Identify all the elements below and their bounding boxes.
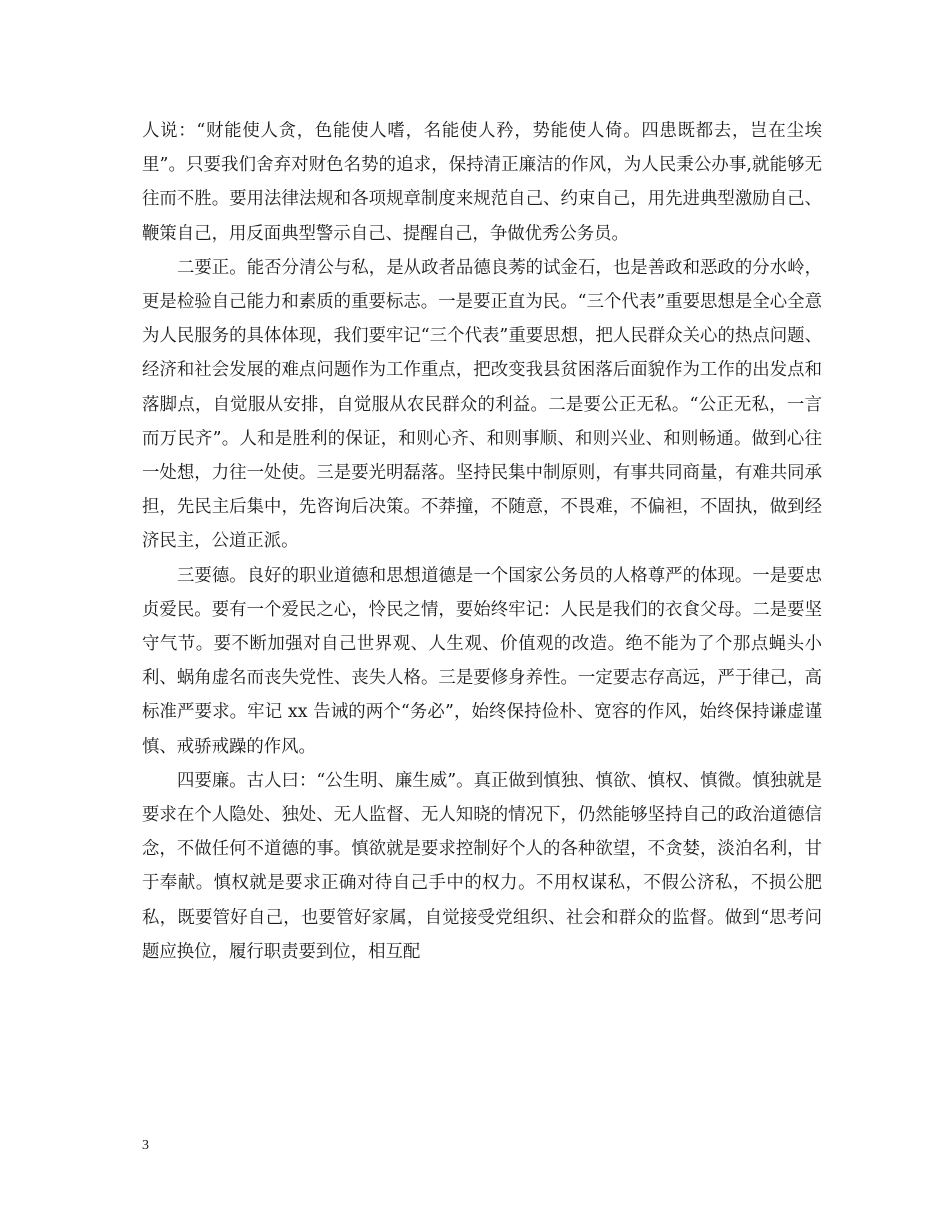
paragraph-san-yao-de: 三要德。良好的职业道德和思想道德是一个国家公务员的人格尊严的体现。一是要忠贞爱民。要有一个爱民之心，怜民之情，要始终牢记：人民是我们的衣食父母。二是要坚守气节。要不断加强对自己世界观、人生观、价值观的改造。绝不能为了个那点蝇头小利、蜗角虚名而丧失党性、丧失人格。三是要修身养性。一定要志存高远，严于律己，高标准严要求。牢记 xx 告诫的两个“务必”，始终保持俭朴、宽容的作风，始终保持谦虚谨慎、戒骄戒躁的作风。: [142, 565, 822, 757]
paragraph-continuation: 人说：“财能使人贪，色能使人嗜，名能使人矜，势能使人倚。四患既都去，岂在尘埃里”。只要我们舍弃对财色名势的追求，保持清正廉洁的作风，为人民秉公办事,就能够无往而不胜。要用法律法规和各项规章制度来规范自己、约束自己，用先进典型激励自己、鞭策自己，用反面典型警示自己、提醒自己，争做优秀公务员。: [142, 121, 822, 244]
document-body: [142, 114, 822, 969]
paragraph-er-yao-zheng: 二要正。能否分清公与私，是从政者品德良莠的试金石，也是善政和恶政的分水岭，更是检验自己能力和素质的重要标志。一是要正直为民。“三个代表”重要思想是全心全意为人民服务的具体体现，我们要牢记“三个代表”重要思想，把人民群众关心的热点问题、经济和社会发展的难点问题作为工作重点，把改变我县贫困落后面貌作为工作的出发点和落脚点，自觉服从安排，自觉服从农民群众的利益。二是要公正无私。“公正无私，一言而万民齐”。人和是胜利的保证，和则心齐、和则事顺、和则兴业、和则畅通。做到心往一处想，力往一处使。三是要光明磊落。坚持民集中制原则，有事共同商量，有难共同承担，先民主后集中，先咨询后决策。不莽撞，不随意，不畏难，不偏袒，不固执，做到经济民主，公道正派。: [142, 257, 822, 552]
page-number: 3: [142, 1138, 149, 1153]
paragraph-si-yao-lian: 四要廉。古人曰：“公生明、廉生威”。真正做到慎独、慎欲、慎权、慎微。慎独就是要求在个人隐处、独处、无人监督、无人知晓的情况下，仍然能够坚持自己的政治道德信念，不做任何不道德的事。慎欲就是要求控制好个人的各种欲望，不贪婪，淡泊名利，甘于奉献。慎权就是要求正确对待自己手中的权力。不用权谋私，不假公济私，不损公肥私，既要管好自己，也要管好家属，自觉接受党组织、社会和群众的监督。做到“思考问题应换位，履行职责要到位，相互配: [142, 770, 822, 962]
